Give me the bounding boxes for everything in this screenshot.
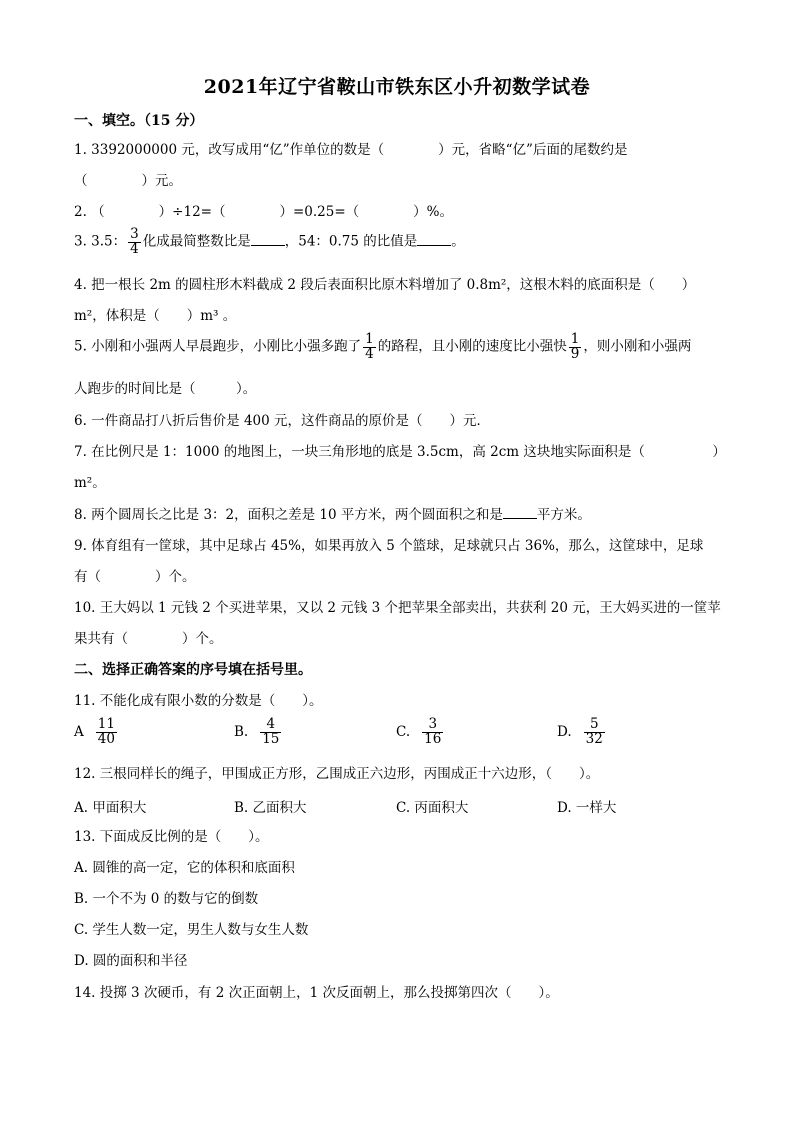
q3-frac-denominator: 4 bbox=[130, 240, 139, 257]
section-2-heading: 二、选择正确答案的序号填在括号里。 bbox=[74, 662, 312, 678]
q11-option-a bbox=[74, 718, 119, 746]
q3-fraction bbox=[128, 228, 141, 256]
q3-blank-2 bbox=[417, 233, 451, 246]
q12-option-c: C. 丙面积大 bbox=[396, 800, 469, 816]
q5-frac2-denominator: 9 bbox=[570, 345, 580, 362]
q11-option-d-numerator: 5 bbox=[589, 716, 599, 732]
q11-option-c-denominator: 16 bbox=[424, 730, 442, 747]
q11-option-c bbox=[396, 718, 445, 746]
q11-option-d-label: D. bbox=[557, 724, 572, 740]
q11-text: 11. 不能化成有限小数的分数是（ ）。 bbox=[74, 693, 323, 709]
q13-text: 13. 下面成反比例的是（ ）。 bbox=[74, 829, 269, 845]
q11-option-a-numerator: 11 bbox=[97, 716, 115, 732]
q5-line1 bbox=[74, 333, 691, 361]
section-1-heading: 一、填空。（15 分） bbox=[74, 113, 204, 129]
q8-line bbox=[74, 506, 591, 524]
q5-prefix: 5. 小刚和小强两人早晨跑步，小刚比小强多跑了 bbox=[74, 338, 362, 355]
q6-text: 6. 一件商品打八折后售价是 400 元，这件商品的原价是（ ）元． bbox=[74, 413, 491, 429]
q11-option-c-fraction bbox=[422, 718, 443, 746]
q8-end: 平方米。 bbox=[536, 507, 591, 523]
q11-option-d-fraction bbox=[584, 718, 605, 746]
q11-option-a-fraction bbox=[96, 718, 117, 746]
q10-line1: 10. 王大妈以 1 元钱 2 个买进苹果，又以 2 元钱 3 个把苹果全部卖出，共获利 20 元，王大妈买进的一筐苹 bbox=[74, 600, 721, 616]
q4-line2: m²，体积是（ ）m³ 。 bbox=[74, 308, 237, 324]
q2-text: 2. （ ）÷12=（ ）=0.25=（ ）%。 bbox=[74, 204, 453, 220]
q5-frac2-numerator: 1 bbox=[570, 331, 580, 347]
q5-end: ，则小刚和小强两 bbox=[583, 338, 692, 355]
q3-prefix: 3. 3.5： bbox=[74, 233, 127, 250]
q3-line bbox=[74, 228, 465, 256]
q11-option-d-denominator: 32 bbox=[585, 730, 603, 747]
q11-option-b-numerator: 4 bbox=[266, 716, 276, 732]
page-title: 2021年辽宁省鞍山市铁东区小升初数学试卷 bbox=[203, 76, 591, 98]
q9-line2: 有（ ）个。 bbox=[74, 569, 196, 585]
q9-line1: 9. 体育组有一筐球，其中足球占 45%，如果再放入 5 个篮球，足球就只占 36%，那么，这筐球中，足球 bbox=[74, 538, 704, 554]
q5-fraction-1 bbox=[363, 333, 376, 361]
q3-end: 。 bbox=[451, 233, 465, 250]
q13-option-a: A. 圆锥的高一定，它的体积和底面积 bbox=[74, 860, 295, 876]
q3-blank-1 bbox=[251, 233, 285, 246]
q8-blank bbox=[503, 506, 537, 519]
q3-mid2: ，54：0.75 的比值是 bbox=[284, 233, 418, 250]
q7-line2: m²。 bbox=[74, 475, 106, 491]
q4-line1: 4. 把一根长 2m 的圆柱形木料截成 2 段后表面积比原木料增加了 0.8m²，这根木料的底面积是（ ） bbox=[74, 277, 696, 293]
q11-option-b-label: B. bbox=[234, 724, 249, 740]
q5-line2: 人跑步的时间比是（ ）。 bbox=[74, 381, 257, 397]
q5-fraction-2 bbox=[569, 333, 582, 361]
q11-option-d bbox=[557, 718, 607, 746]
q11-option-c-numerator: 3 bbox=[428, 716, 438, 732]
q1-line2: （ ）元。 bbox=[74, 173, 182, 189]
q11-option-a-label: A bbox=[74, 724, 84, 740]
q5-mid: 的路程，且小刚的速度比小强快 bbox=[377, 338, 567, 355]
q12-option-b: B. 乙面积大 bbox=[234, 800, 307, 816]
q14-text: 14. 投掷 3 次硬币，有 2 次正面朝上，1 次反面朝上，那么投掷第四次（ ）。 bbox=[74, 985, 559, 1001]
q5-frac1-numerator: 1 bbox=[365, 331, 374, 347]
q10-line2: 果共有（ ）个。 bbox=[74, 631, 223, 647]
q11-option-c-label: C. bbox=[396, 724, 411, 740]
q13-option-b: B. 一个不为 0 的数与它的倒数 bbox=[74, 891, 259, 907]
q13-option-d: D. 圆的面积和半径 bbox=[74, 953, 188, 969]
q13-option-c: C. 学生人数一定，男生人数与女生人数 bbox=[74, 922, 309, 938]
q8-prefix: 8. 两个圆周长之比是 3：2，面积之差是 10 平方米，两个圆面积之和是 bbox=[74, 507, 503, 523]
q1-line1: 1. 3392000000 元，改写成用“亿”作单位的数是（ ）元，省略“亿”后面的尾数约是 bbox=[74, 142, 628, 158]
q12-option-d: D. 一样大 bbox=[557, 800, 617, 816]
q3-frac-numerator: 3 bbox=[130, 226, 139, 242]
q11-option-b-denominator: 15 bbox=[262, 730, 280, 747]
q12-option-a: A. 甲面积大 bbox=[74, 800, 147, 816]
q11-option-b-fraction bbox=[260, 718, 281, 746]
q11-option-a-denominator: 40 bbox=[97, 730, 115, 747]
q12-text: 12. 三根同样长的绳子，甲围成正方形，乙围成正六边形，丙围成正十六边形，（ ）。 bbox=[74, 766, 600, 782]
q11-option-b bbox=[234, 718, 283, 746]
q5-frac1-denominator: 4 bbox=[365, 345, 374, 362]
q7-line1: 7. 在比例尺是 1：1000 的地图上，一块三角形地的底是 3.5cm，高 2cm 这块地实际面积是（ ） bbox=[74, 444, 726, 460]
q3-mid: 化成最简整数比是 bbox=[142, 233, 251, 250]
